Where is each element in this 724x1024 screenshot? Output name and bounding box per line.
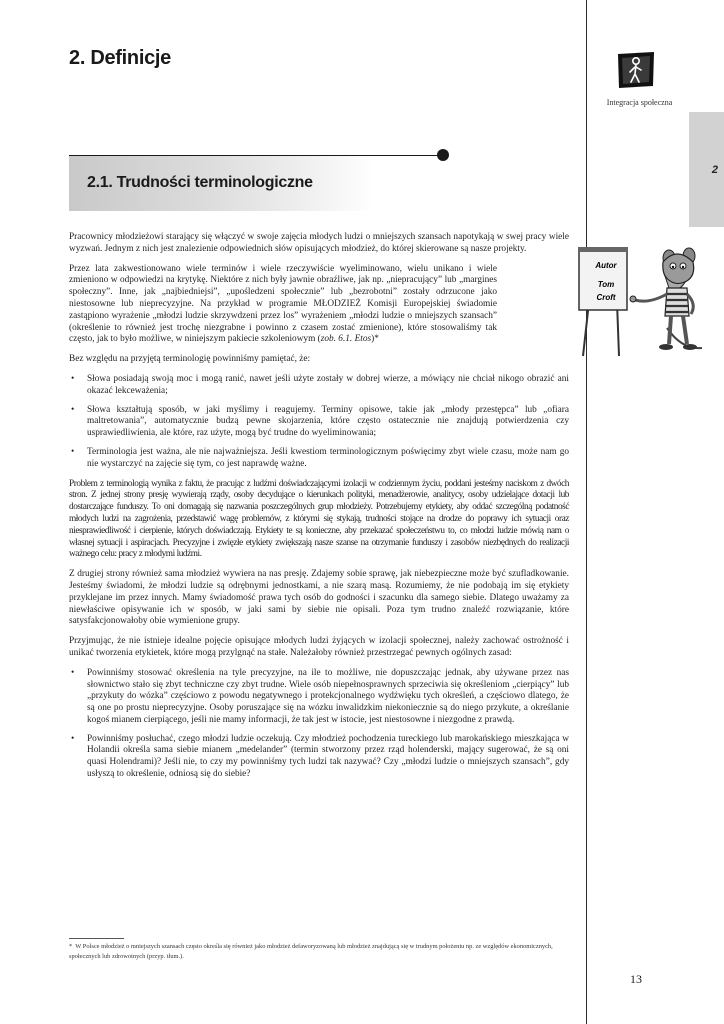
side-label: Integracja społeczna	[606, 98, 673, 107]
chapter-tab-number: 2	[711, 164, 718, 176]
footnote-rule	[69, 938, 124, 939]
list-item: • Terminologia jest ważna, ale nie najważniejsza. Jeśli kwestiom terminologicznym poświęcimy zbyt wiele czasu, może nam go nie wystarczyć na zajęcie się tym, co jest naprawdę ważne.	[69, 447, 569, 471]
bullet-list-1	[69, 374, 569, 471]
footnote-marker: *	[69, 943, 73, 950]
section-rule	[69, 155, 443, 156]
bullet-list-2	[69, 668, 569, 781]
paragraph-intro: Pracownicy młodzieżowi starający się włączyć w swoje zajęcia młodych ludzi o mniejszych szansach napotykają w swej pracy wiele wyzwań. Jednym z nich jest znalezienie odpowiednich słów opisujących młodzież, do której skierowane są nasze projekty.	[69, 232, 569, 254]
list-item: • Powinniśmy stosować określenia na tyle precyzyjne, na ile to możliwe, nie dopuszczając jednak, aby używane przez nas słownictwo stało się zbyt techniczne czy zbyt trudne. Wiele osób niepełnosprawnych sprzeciwia się określeniom „cierpiący” lub „przykuty do wózka” częściowo z powodu negatywnego i protekcjonalnego wydźwięku tych określeń, a częściowo dlatego, że są one po prostu nieprecyzyjne. Osoby poruszające się na wózku inwalidzkim niekoniecznie są do niego przykute, a określanie kogoś mianem cierpiącego, jeśli nie mamy informacji, że tak jest w istocie, jest niestosowne i niezgodne z prawdą.	[69, 668, 569, 727]
rat-figure	[630, 248, 702, 350]
list-item: • Słowa posiadają swoją moc i mogą ranić, nawet jeśli użyte zostały w dobrej wierze, a mówiący nie chciał nikogo obrazić ani okazać lekceważenia;	[69, 374, 569, 398]
paragraph-pressure: Z drugiej strony również sama młodzież wywiera na nas presję. Zdajemy sobie sprawę, jak niebezpieczne może być szufladkowanie. Jesteśmy świadomi, że młodzi ludzie są odrębnymi jednostkami, a nie szarą masą. Rozumiemy, że nie podobają im się etykiety przyklejane im przez innych. Mamy świadomość prawa tych osób do godności i szacunku dla samego siebie. Dlatego uważamy za niewłaściwe opisywanie ich w sposób, w jaki sami by siebie nie opisali. Poza tym trudno znaleźć rozwiązanie, które satysfakcjonowałoby obie wymienione grupy.	[69, 569, 569, 627]
paragraph-rules: Przyjmując, że nie istnieje idealne pojęcie opisujące młodych ludzi żyjących w izolacji społecznej, należy zachować ostrożność i unikać tworzenia etykietek, które mogą przylgnąć na stałe. Należałoby również przestrzegać pewnych ogólnych zasad:	[69, 636, 569, 658]
person-icon	[616, 50, 656, 90]
list-item: • Powinniśmy posłuchać, czego młodzi ludzie oczekują. Czy młodzież pochodzenia tureckiego lub marokańskiego mieszkająca w Holandii określa sama siebie mianem „medelander” (termin stworzony przez rząd holenderski, mający sugerować, że są oni quasi Holendrami)? Jeśli nie, to czy my powinniśmy tych ludzi tak nazywać? Czy „młodzi ludzie o mniejszych szansach”, gdy usłyszą to określenie, odniosą się do siebie?	[69, 734, 569, 781]
article-body	[69, 232, 569, 789]
cross-reference: zob. 6.1. Etos	[320, 334, 372, 345]
paragraph-problem: Problem z terminologią wynika z faktu, że pracując z ludźmi doświadczającymi izolacji w codziennym życiu, poddani jesteśmy naciskom z dwóch stron. Z jednej strony presję wywierają rządy, osoby decydujące o kierunkach polityki, menadżerowie, analitycy, osoby udzielające dotacji lub dostarczające funduszy. To oni domagają się nazwania poszczególnych grup młodzieży. Potrzebujemy etykiety, aby oddać szczególną podatność młodych ludzi na zagrożenia, przedstawić wagę problemów, z którymi się stykają, trudności stojące na drodze do poprawy ich sytuacji oraz niesprawiedliwość i cierpienie, których doświadczają. Etykiety te są konieczne, aby przekazać społeczeństwu to, co młodzi ludzie mówią nam o własnej sytuacji i aspiracjach. Precyzyjne i zwięzłe etykiety zwiększają nasze szanse na otrzymanie funduszy i zasobów niezbędnych do realizacji ważnego celu: pracy z młodymi ludźmi.	[69, 478, 569, 560]
paragraph-terms	[69, 264, 497, 347]
page-number: 13	[630, 972, 642, 986]
chapter-title: 2. Definicje	[69, 47, 171, 69]
footnote	[69, 942, 569, 962]
section-title: 2.1. Trudności terminologiczne	[87, 174, 313, 191]
paragraph-lead: Bez względu na przyjętą terminologię powinniśmy pamiętać, że:	[69, 354, 311, 365]
board-line-3: Croft	[596, 293, 616, 302]
paragraph-terms-text: Przez lata zakwestionowano wiele terminów i wiele rzeczywiście wyeliminowano, wielu unikano i wiele zmieniono w odpowiedzi na krytykę. Niektóre z nich były jawnie obraźliwe, jak np. „niepracujący” lub „margines społeczny”. Inne, jak „najbiedniejsi”, „upośledzeni społecznie” lub „bezrobotni” zostały odrzucone jako niestosowne lub nieprecyzyjne. Na przykład w programie MŁODZIEŻ Komisji Europejskiej świadomie zastąpiono wyrażenie „młodzi ludzie skrzywdzeni przez los” wyrażeniem „młodzi ludzie o mniejszych szansach” (określenie to również jest trochę niezgrabne i powinno z czasem zostać zmienione), które stosowaliśmy tak często, jak to było możliwe, w niniejszym pakiecie szkoleniowym (	[69, 263, 497, 345]
paragraph-terms-end: )*	[371, 334, 379, 345]
author-illustration	[577, 232, 717, 357]
board-line-2: Tom	[597, 280, 615, 289]
list-item: • Słowa kształtują sposób, w jaki myślimy i reagujemy. Terminy opisowe, takie jak „młody przestępca” lub „ofiara maltretowania”, automatycznie budzą pewne skojarzenia, które często ostatecznie nie znajdują potwierdzenia czy usprawiedliwienia, ale które, raz użyte, mogą być trudne do wyeliminowania;	[69, 405, 569, 440]
margin-divider-line	[586, 0, 587, 1024]
section-rule-dot	[437, 149, 449, 161]
section-header-box	[69, 155, 374, 211]
board-line-1: Autor	[595, 261, 617, 270]
footnote-text: W Polsce młodzież o mniejszych szansach często określa się również jako młodzież defaworyzowaną lub młodzież znajdującą się w trudnym położeniu np. ze względów ekonomicznych, społecznych lub zdrowotnych (przyp. tłum.).	[69, 943, 553, 960]
chapter-side-tab	[689, 112, 724, 227]
